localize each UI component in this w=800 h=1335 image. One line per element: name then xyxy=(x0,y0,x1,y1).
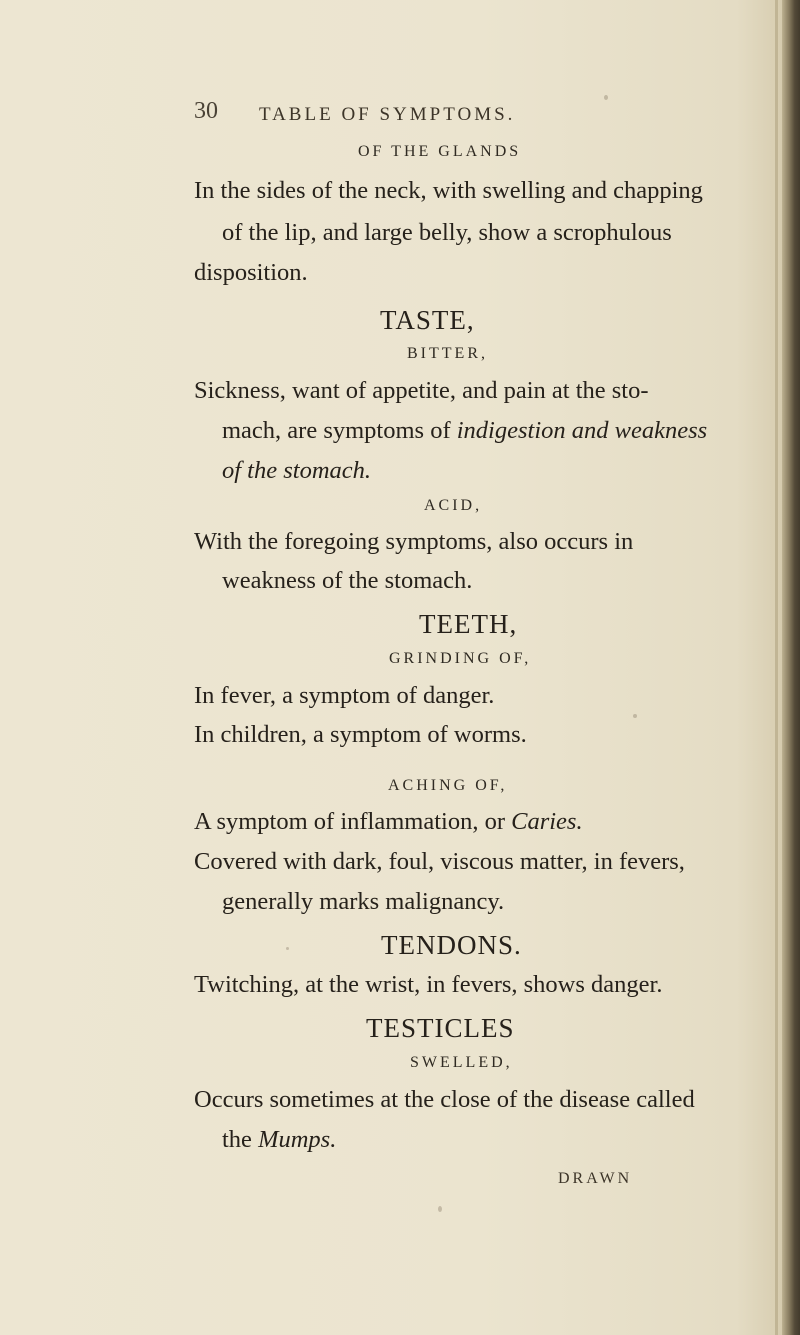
foxing-spot xyxy=(286,947,289,950)
subheading-aching: ACHING OF, xyxy=(388,777,508,794)
italic-text: Caries. xyxy=(511,808,583,835)
page-edge xyxy=(782,0,800,1335)
text-line xyxy=(222,457,371,485)
text-line: In children, a symptom of worms. xyxy=(194,721,527,748)
text-line: generally marks malignancy. xyxy=(222,888,505,915)
text-line xyxy=(194,808,583,836)
catchword: DRAWN xyxy=(558,1170,633,1187)
page-gutter-shadow xyxy=(775,0,778,1335)
text-line: disposition. xyxy=(194,259,308,286)
text-line: of the lip, and large belly, show a scrophulous xyxy=(222,219,672,246)
foxing-spot xyxy=(633,714,637,718)
text-line: Twitching, at the wrist, in fevers, shows danger. xyxy=(194,971,663,998)
subheading-grinding: GRINDING OF, xyxy=(389,650,532,667)
text-line xyxy=(222,417,707,445)
running-title: TABLE OF SYMPTOMS. xyxy=(259,104,516,125)
text-line xyxy=(222,1126,336,1154)
heading-tendons: TENDONS. xyxy=(381,930,522,960)
heading-taste: TASTE, xyxy=(380,305,475,335)
italic-text: of the stomach. xyxy=(222,457,372,484)
text-line: Sickness, want of appetite, and pain at the sto- xyxy=(194,377,649,404)
heading-teeth: TEETH, xyxy=(419,609,518,639)
subheading-glands: OF THE GLANDS xyxy=(358,143,522,160)
text-line: weakness of the stomach. xyxy=(222,567,473,594)
page-number: 30 xyxy=(194,98,218,124)
text-run: the xyxy=(222,1126,259,1153)
text-line: Covered with dark, foul, viscous matter, in fevers, xyxy=(194,848,685,875)
text-run: A symptom of inflammation, or xyxy=(194,808,512,835)
text-run: mach, are symptoms of xyxy=(222,417,457,444)
text-line: In fever, a symptom of danger. xyxy=(194,682,495,709)
italic-text: indigestion and weakness xyxy=(456,417,708,444)
subheading-swelled: SWELLED, xyxy=(410,1054,513,1071)
subheading-acid: ACID, xyxy=(424,497,483,514)
foxing-spot xyxy=(438,1206,442,1212)
heading-testicles: TESTICLES xyxy=(366,1013,515,1043)
text-line: In the sides of the neck, with swelling and chapping xyxy=(194,177,703,204)
foxing-spot xyxy=(604,95,608,100)
text-line: With the foregoing symptoms, also occurs in xyxy=(194,528,634,555)
italic-text: Mumps. xyxy=(258,1126,337,1153)
text-line: Occurs sometimes at the close of the disease called xyxy=(194,1086,695,1113)
subheading-bitter: BITTER, xyxy=(407,345,488,362)
